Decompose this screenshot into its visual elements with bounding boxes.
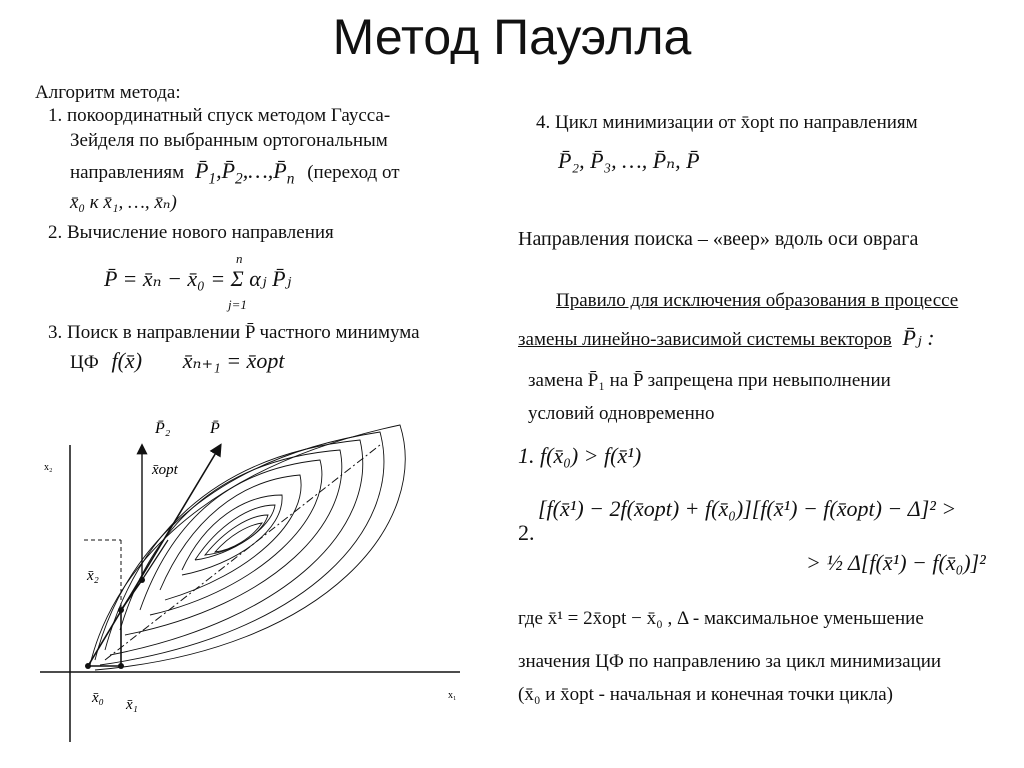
point-x1 [118,663,124,669]
label-x1: x̄₁ [126,697,138,713]
rule-line2-text: замены линейно-зависимой системы векторов [518,329,892,350]
formula-step2: P̄ = x̄ₙ − x̄₀ = Σ αⱼ P̄ⱼ [104,266,292,291]
step1-line3b: (переход от [307,162,400,183]
label-xopt: x̄opt [152,462,178,478]
step3-line1: 3. Поиск в направлении P̄ частного минимума [48,322,420,343]
sum-upper: n [236,251,243,266]
step3-line2 [70,350,284,374]
label-x2: x̄₂ [87,568,99,584]
step3-cf: ЦФ [70,352,99,373]
where-line3: (x̄₀ и x̄opt - начальная и конечная точки цикла) [518,684,893,705]
condition-2-line1: [f(x̄¹) − 2f(x̄opt) + f(x̄₀)][f(x̄¹) − f(x̄opt) − Δ]² > [538,496,957,521]
fan-text: Направления поиска – «веер» вдоль оси оврага [518,228,919,250]
page-title: Метод Пауэлла [332,9,692,65]
point-x0 [85,663,91,669]
step1-line3a: направлениям [70,162,185,183]
sum-lower: j=1 [228,297,247,312]
step1-line3: направлениям $P̄_1,P̄_2,\dots,P̄_n$ (переход от [70,158,400,188]
step3-xn: x̄ₙ₊₁ = x̄opt [182,348,285,373]
where-line1: где x̄¹ = 2x̄opt − x̄₀ , Δ - максимальное уменьшение [518,608,924,629]
where-line2: значения ЦФ по направлению за цикл минимизации [518,651,942,672]
powell-diagram [0,400,500,760]
replace-line1: замена P̄₁ на P̄ запрещена при невыполнении [528,370,891,391]
label-p2: P̄₂ [155,420,171,437]
step4-line1: 4. Цикл минимизации от x̄opt по направлениям [536,112,918,133]
step1-line1: 1. покоординатный спуск методом Гаусса- [48,105,391,126]
rule-line2-vec: P̄ⱼ : [902,325,935,350]
algorithm-heading: Алгоритм метода: [35,82,181,103]
step3-func: f(x̄) [111,348,143,373]
step1-line4: x̄₀ к x̄₁, …, x̄ₙ) [70,192,177,213]
condition-2-number: 2. [518,520,535,545]
label-x1-axis: x₁ [448,690,457,701]
point-x2 [118,607,124,613]
search-direction-p [88,446,220,666]
step1-line2: Зейделя по выбранным ортогональным [70,130,388,151]
ravine-axis [105,445,380,660]
condition-1: 1. f(x̄₀) > f(x̄¹) [518,443,642,468]
step4-line2: P̄₂, P̄₃, …, P̄ₙ, P̄ [558,148,700,173]
replace-line2: условий одновременно [528,403,715,424]
rule-line1: Правило для исключения образования в процессе [556,290,959,311]
condition-2-line2: > ½ Δ[f(x̄¹) − f(x̄₀)]² [806,550,986,575]
rule-line2 [518,327,935,351]
label-x0: x̄₀ [92,690,104,706]
label-p: P̄ [210,420,220,437]
label-x2-axis: x₂ [44,462,53,473]
point-xopt [139,577,145,583]
step2-text: 2. Вычисление нового направления [48,222,334,243]
